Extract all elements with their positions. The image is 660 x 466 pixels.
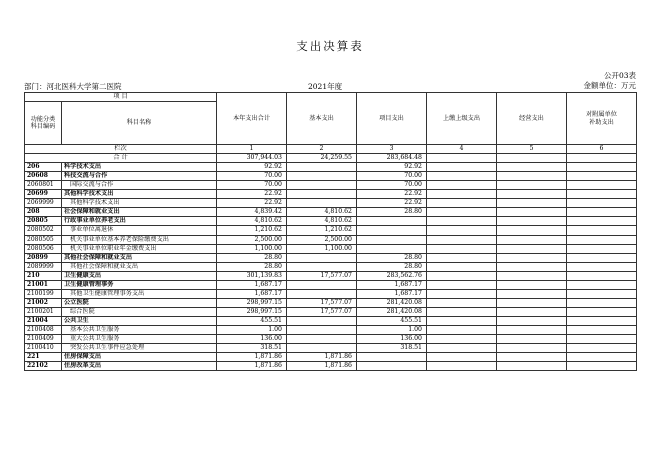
row-subject-name: 科学技术支出 — [62, 163, 217, 172]
row-c6 — [567, 344, 637, 353]
row-code: 21001 — [25, 280, 62, 289]
department-label: 部门：河北医科大学第二医院 — [24, 82, 122, 91]
row-subject-name: 突发公共卫生事件应急处理 — [62, 344, 217, 353]
row-c2 — [287, 325, 357, 334]
row-c2 — [287, 316, 357, 325]
row-c5 — [497, 181, 567, 190]
table-row — [25, 344, 637, 353]
row-c3: 283,562.76 — [357, 271, 427, 280]
row-c6 — [567, 335, 637, 344]
total-c4 — [427, 154, 497, 163]
row-c5 — [497, 271, 567, 280]
row-c2: 1,871.86 — [287, 353, 357, 362]
row-code: 2100408 — [25, 325, 62, 334]
row-c4 — [427, 289, 497, 298]
table-row — [25, 362, 637, 371]
row-c5 — [497, 316, 567, 325]
row-c6 — [567, 307, 637, 316]
expenditure-table — [24, 92, 637, 371]
row-c2 — [287, 163, 357, 172]
row-code: 208 — [25, 208, 62, 217]
header-col5: 经营支出 — [497, 93, 567, 145]
col-number-3: 3 — [357, 145, 427, 154]
row-c3: 318.51 — [357, 344, 427, 353]
row-c2 — [287, 181, 357, 190]
row-c1: 1,687.17 — [217, 280, 287, 289]
row-c3 — [357, 244, 427, 253]
row-c4 — [427, 353, 497, 362]
row-c5 — [497, 226, 567, 235]
row-c1: 1,687.17 — [217, 289, 287, 298]
table-row — [25, 181, 637, 190]
row-c3 — [357, 235, 427, 244]
row-subject-name: 重大公共卫生服务 — [62, 335, 217, 344]
row-c5 — [497, 172, 567, 181]
row-c3: 1,687.17 — [357, 280, 427, 289]
row-c4 — [427, 172, 497, 181]
row-c4 — [427, 325, 497, 334]
row-c3: 136.00 — [357, 335, 427, 344]
row-c1: 1,100.00 — [217, 244, 287, 253]
row-subject-name: 行政事业单位养老支出 — [62, 217, 217, 226]
row-c3: 1.00 — [357, 325, 427, 334]
row-code: 221 — [25, 353, 62, 362]
row-c1: 298,997.15 — [217, 307, 287, 316]
row-c6 — [567, 280, 637, 289]
row-c2: 17,577.07 — [287, 271, 357, 280]
row-c2: 2,500.00 — [287, 235, 357, 244]
row-c1: 70.00 — [217, 172, 287, 181]
row-c4 — [427, 163, 497, 172]
row-c4 — [427, 344, 497, 353]
row-label: 栏次 — [25, 145, 217, 154]
row-c2 — [287, 289, 357, 298]
row-c6 — [567, 181, 637, 190]
col-number-2: 2 — [287, 145, 357, 154]
row-code: 21002 — [25, 298, 62, 307]
row-c5 — [497, 190, 567, 199]
row-subject-name: 基本公共卫生服务 — [62, 325, 217, 334]
table-row — [25, 163, 637, 172]
row-c3: 92.92 — [357, 163, 427, 172]
row-code: 2089999 — [25, 262, 62, 271]
row-c5 — [497, 362, 567, 371]
row-c1: 70.00 — [217, 181, 287, 190]
row-c2: 1,871.86 — [287, 362, 357, 371]
table-row — [25, 316, 637, 325]
row-c4 — [427, 362, 497, 371]
table-row — [25, 244, 637, 253]
row-c5 — [497, 244, 567, 253]
header-project: 项 目 — [25, 93, 217, 102]
row-c4 — [427, 217, 497, 226]
row-code: 2080505 — [25, 235, 62, 244]
row-code: 210 — [25, 271, 62, 280]
table-row — [25, 226, 637, 235]
total-c2: 24,259.55 — [287, 154, 357, 163]
row-subject-name: 其他社会保障和就业支出 — [62, 262, 217, 271]
row-c6 — [567, 325, 637, 334]
row-c1: 455.51 — [217, 316, 287, 325]
row-c6 — [567, 235, 637, 244]
row-subject-name: 机关事业单位基本养老保险缴费支出 — [62, 235, 217, 244]
row-c6 — [567, 253, 637, 262]
row-c4 — [427, 208, 497, 217]
row-c2 — [287, 335, 357, 344]
row-c6 — [567, 172, 637, 181]
row-c5 — [497, 280, 567, 289]
row-c2 — [287, 172, 357, 181]
row-c3 — [357, 217, 427, 226]
row-c5 — [497, 325, 567, 334]
row-subject-name: 国际交流与合作 — [62, 181, 217, 190]
row-code: 22102 — [25, 362, 62, 371]
row-c4 — [427, 226, 497, 235]
row-c4 — [427, 335, 497, 344]
row-c2: 4,810.62 — [287, 208, 357, 217]
table-row — [25, 298, 637, 307]
total-c6 — [567, 154, 637, 163]
row-c3: 281,420.08 — [357, 298, 427, 307]
row-subject-name: 其他卫生健康管理事务支出 — [62, 289, 217, 298]
row-c1: 298,997.15 — [217, 298, 287, 307]
table-row — [25, 172, 637, 181]
row-c4 — [427, 235, 497, 244]
row-c3 — [357, 226, 427, 235]
row-c1: 318.51 — [217, 344, 287, 353]
row-c5 — [497, 335, 567, 344]
col-number-1: 1 — [217, 145, 287, 154]
header-col6: 对附属单位 补助支出 — [567, 93, 637, 145]
row-c6 — [567, 262, 637, 271]
row-subject-name: 住房保障支出 — [62, 353, 217, 362]
row-c5 — [497, 199, 567, 208]
row-c4 — [427, 307, 497, 316]
row-c3: 281,420.08 — [357, 307, 427, 316]
table-row — [25, 217, 637, 226]
row-c3: 22.92 — [357, 190, 427, 199]
table-row — [25, 280, 637, 289]
row-subject-name: 科技交流与合作 — [62, 172, 217, 181]
table-row — [25, 208, 637, 217]
row-c4 — [427, 181, 497, 190]
amount-unit: 金额单位：万元 — [583, 81, 636, 90]
row-c5 — [497, 344, 567, 353]
row-subject-name: 卫生健康支出 — [62, 271, 217, 280]
row-c2 — [287, 262, 357, 271]
row-c2 — [287, 253, 357, 262]
row-c3: 1,687.17 — [357, 289, 427, 298]
row-code: 20899 — [25, 253, 62, 262]
row-c6 — [567, 289, 637, 298]
row-c1: 1,871.86 — [217, 353, 287, 362]
fiscal-year: 2021年度 — [308, 82, 343, 91]
row-c5 — [497, 353, 567, 362]
row-c1: 2,500.00 — [217, 235, 287, 244]
row-c3: 70.00 — [357, 181, 427, 190]
col-number-6: 6 — [567, 145, 637, 154]
row-c6 — [567, 316, 637, 325]
row-c1: 22.92 — [217, 199, 287, 208]
table-row — [25, 190, 637, 199]
row-c6 — [567, 190, 637, 199]
row-c1: 136.00 — [217, 335, 287, 344]
header-subject-name: 科目名称 — [62, 102, 217, 145]
row-subject-name: 其他社会保障和就业支出 — [62, 253, 217, 262]
row-c3: 28.80 — [357, 253, 427, 262]
row-c2 — [287, 190, 357, 199]
table-row — [25, 262, 637, 271]
row-c1: 92.92 — [217, 163, 287, 172]
row-c2: 17,577.07 — [287, 298, 357, 307]
table-row — [25, 289, 637, 298]
table-row — [25, 335, 637, 344]
row-code: 2060801 — [25, 181, 62, 190]
row-c3: 70.00 — [357, 172, 427, 181]
row-c6 — [567, 226, 637, 235]
row-subject-name: 公立医院 — [62, 298, 217, 307]
row-c5 — [497, 307, 567, 316]
row-code: 20699 — [25, 190, 62, 199]
row-c6 — [567, 208, 637, 217]
row-code: 2069999 — [25, 199, 62, 208]
row-subject-name: 其他科学技术支出 — [62, 190, 217, 199]
table-row — [25, 325, 637, 334]
row-c1: 28.80 — [217, 253, 287, 262]
row-c4 — [427, 262, 497, 271]
row-c3: 22.92 — [357, 199, 427, 208]
page-title: 支出决算表 — [296, 39, 364, 53]
row-c6 — [567, 163, 637, 172]
row-c2 — [287, 199, 357, 208]
header-col4: 上缴上级支出 — [427, 93, 497, 145]
table-row — [25, 307, 637, 316]
col-number-5: 5 — [497, 145, 567, 154]
row-c1: 301,139.83 — [217, 271, 287, 280]
row-c5 — [497, 298, 567, 307]
row-c4 — [427, 316, 497, 325]
row-c4 — [427, 244, 497, 253]
row-c4 — [427, 298, 497, 307]
table-row — [25, 199, 637, 208]
row-c4 — [427, 253, 497, 262]
row-subject-name: 社会保障和就业支出 — [62, 208, 217, 217]
row-c5 — [497, 289, 567, 298]
row-c2 — [287, 344, 357, 353]
row-c2: 1,210.62 — [287, 226, 357, 235]
total-label: 合 计 — [25, 154, 217, 163]
row-c3 — [357, 353, 427, 362]
row-subject-name: 其他科学技术支出 — [62, 199, 217, 208]
row-c6 — [567, 298, 637, 307]
row-c6 — [567, 244, 637, 253]
col-number-4: 4 — [427, 145, 497, 154]
row-c5 — [497, 208, 567, 217]
row-c4 — [427, 280, 497, 289]
row-code: 2100199 — [25, 289, 62, 298]
row-c6 — [567, 271, 637, 280]
row-c5 — [497, 163, 567, 172]
row-code: 21004 — [25, 316, 62, 325]
row-subject-name: 机关事业单位职业年金缴费支出 — [62, 244, 217, 253]
row-c2: 1,100.00 — [287, 244, 357, 253]
row-code: 2080502 — [25, 226, 62, 235]
row-c1: 1.00 — [217, 325, 287, 334]
row-code: 20608 — [25, 172, 62, 181]
row-c6 — [567, 362, 637, 371]
table-row — [25, 235, 637, 244]
row-c3 — [357, 362, 427, 371]
row-c2: 4,810.62 — [287, 217, 357, 226]
header-col1: 本年支出合计 — [217, 93, 287, 145]
row-code: 2100410 — [25, 344, 62, 353]
row-code: 2080506 — [25, 244, 62, 253]
total-c3: 283,684.48 — [357, 154, 427, 163]
row-c6 — [567, 353, 637, 362]
header-func-code: 功能分类 科目编码 — [25, 102, 62, 145]
row-subject-name: 公共卫生 — [62, 316, 217, 325]
row-c6 — [567, 217, 637, 226]
row-code: 2100409 — [25, 335, 62, 344]
total-c5 — [497, 154, 567, 163]
row-c1: 4,839.42 — [217, 208, 287, 217]
row-c1: 4,810.62 — [217, 217, 287, 226]
header-col2: 基本支出 — [287, 93, 357, 145]
row-c3: 28.80 — [357, 262, 427, 271]
row-c4 — [427, 190, 497, 199]
form-code: 公开03表 — [603, 71, 636, 80]
row-subject-name: 事业单位离退休 — [62, 226, 217, 235]
row-subject-name: 卫生健康管理事务 — [62, 280, 217, 289]
table-row — [25, 253, 637, 262]
row-c5 — [497, 253, 567, 262]
table-row — [25, 271, 637, 280]
row-c5 — [497, 217, 567, 226]
row-c5 — [497, 262, 567, 271]
row-c6 — [567, 199, 637, 208]
table-row — [25, 353, 637, 362]
row-c5 — [497, 235, 567, 244]
row-c1: 1,871.86 — [217, 362, 287, 371]
row-c1: 1,210.62 — [217, 226, 287, 235]
row-c4 — [427, 199, 497, 208]
row-c1: 22.92 — [217, 190, 287, 199]
row-c3: 28.80 — [357, 208, 427, 217]
header-col3: 项目支出 — [357, 93, 427, 145]
row-code: 206 — [25, 163, 62, 172]
row-c4 — [427, 271, 497, 280]
row-c2 — [287, 280, 357, 289]
row-code: 20805 — [25, 217, 62, 226]
row-c3: 455.51 — [357, 316, 427, 325]
row-c1: 28.80 — [217, 262, 287, 271]
row-subject-name: 住房改革支出 — [62, 362, 217, 371]
row-code: 2100201 — [25, 307, 62, 316]
row-c2: 17,577.07 — [287, 307, 357, 316]
total-c1: 307,944.03 — [217, 154, 287, 163]
row-subject-name: 综合医院 — [62, 307, 217, 316]
